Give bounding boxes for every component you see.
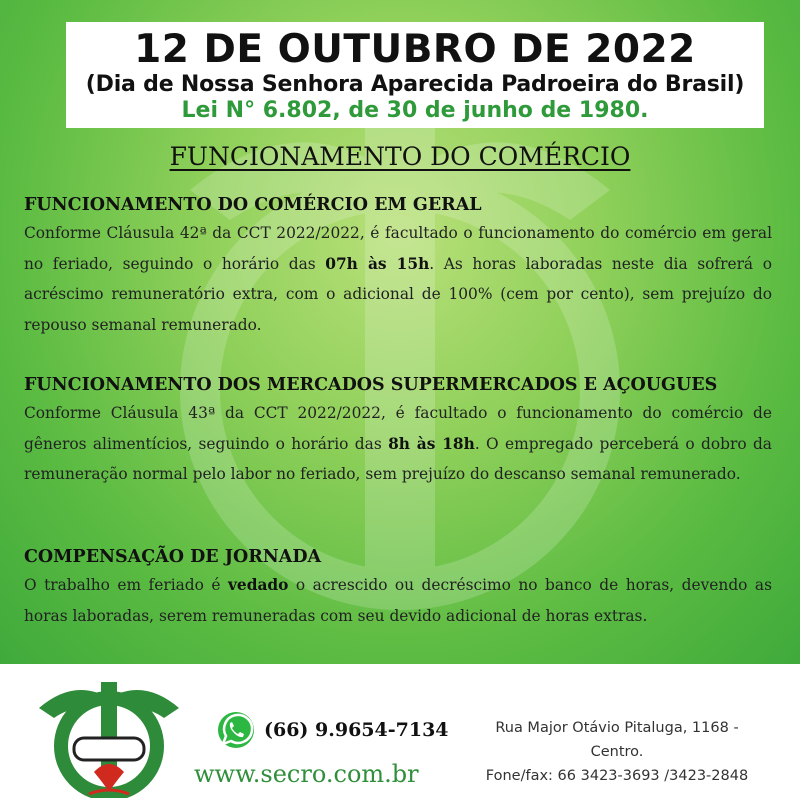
address-line: Rua Major Otávio Pitaluga, 1168 - xyxy=(495,720,739,736)
section-text: Conforme Cláusula 42ª da CCT 2022/2022, é facultado o funcionamento do comércio em geral no feriado, seguindo o horário das 07h às 15h. As horas laboradas neste dia sofrerá o acréscimo remuneratório extra, com o adicional de 100% (cem por cento), sem prejuízo do repouso semanal remunerado. xyxy=(24,224,772,334)
whatsapp-icon xyxy=(216,710,256,750)
section-compensation xyxy=(24,544,772,631)
phone-row xyxy=(216,710,449,750)
section-markets xyxy=(24,372,772,490)
section-text: O trabalho em feriado é vedado o acrescido ou decréscimo no banco de horas, devendo as horas laboradas, serem remuneradas com seu devido adicional de horas extras. xyxy=(24,576,772,625)
section-general-commerce xyxy=(24,192,772,340)
address-phone: Fone/fax: 66 3423-3693 /3423-2848 xyxy=(485,768,749,784)
section-heading: COMPENSAÇÃO DE JORNADA xyxy=(24,547,322,567)
section-text: Conforme Cláusula 43ª da CCT 2022/2022, é facultado o funcionamento do comércio de gêneros alimentícios, seguindo o horário das 8h às 18h. O empregado perceberá o dobro da remuneração normal pelo labor no feriado, sem prejuízo do descanso semanal remunerado. xyxy=(24,404,772,483)
section-heading: FUNCIONAMENTO DOS MERCADOS SUPERMERCADOS E AÇOUGUES xyxy=(24,375,718,395)
header-subtitle: (Dia de Nossa Senhora Aparecida Padroeira do Brasil) xyxy=(85,72,745,97)
main-title: FUNCIONAMENTO DO COMÉRCIO xyxy=(169,142,631,171)
header-law: Lei N° 6.802, de 30 de junho de 1980. xyxy=(181,98,649,123)
union-logo xyxy=(34,668,184,798)
header-box xyxy=(66,22,764,128)
phone-number[interactable]: (66) 9.9654-7134 xyxy=(264,719,449,741)
website-link[interactable]: www.secro.com.br xyxy=(194,760,419,788)
address-line: Centro. xyxy=(590,744,644,760)
address-block xyxy=(462,716,772,788)
section-heading: FUNCIONAMENTO DO COMÉRCIO EM GERAL xyxy=(24,195,482,215)
footer xyxy=(0,664,800,800)
header-title: 12 DE OUTUBRO DE 2022 xyxy=(134,27,696,72)
